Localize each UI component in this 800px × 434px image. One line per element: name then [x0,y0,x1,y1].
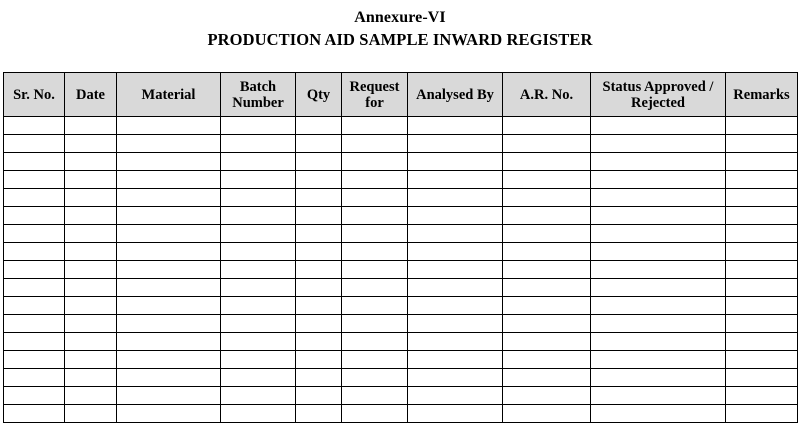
table-cell[interactable] [221,135,296,153]
table-cell[interactable] [117,135,221,153]
table-cell[interactable] [296,153,342,171]
table-cell[interactable] [591,135,726,153]
table-cell[interactable] [221,333,296,351]
table-row [4,171,798,189]
column-header-ar-no: A.R. No. [503,73,591,117]
table-cell[interactable] [503,405,591,423]
table-cell[interactable] [4,207,65,225]
table-cell[interactable] [591,189,726,207]
table-cell[interactable] [408,333,503,351]
table-cell[interactable] [591,261,726,279]
table-cell[interactable] [4,351,65,369]
table-cell[interactable] [117,207,221,225]
table-cell[interactable] [117,279,221,297]
table-cell[interactable] [726,207,798,225]
table-cell[interactable] [726,351,798,369]
table-cell[interactable] [408,261,503,279]
table-cell[interactable] [221,351,296,369]
table-cell[interactable] [4,243,65,261]
table-cell[interactable] [117,153,221,171]
table-cell[interactable] [221,171,296,189]
table-cell[interactable] [591,279,726,297]
table-cell[interactable] [296,405,342,423]
table-cell[interactable] [503,243,591,261]
table-cell[interactable] [408,297,503,315]
table-cell[interactable] [408,279,503,297]
table-cell[interactable] [296,351,342,369]
table-cell[interactable] [726,189,798,207]
table-cell[interactable] [726,387,798,405]
column-header-remarks: Remarks [726,73,798,117]
column-header-analysed-by: Analysed By [408,73,503,117]
table-cell[interactable] [4,387,65,405]
table-cell[interactable] [726,315,798,333]
table-cell[interactable] [591,369,726,387]
table-cell[interactable] [342,261,408,279]
table-cell[interactable] [726,243,798,261]
table-cell[interactable] [342,279,408,297]
table-cell[interactable] [296,387,342,405]
table-cell[interactable] [591,351,726,369]
table-cell[interactable] [4,297,65,315]
table-cell[interactable] [221,297,296,315]
table-row [4,405,798,423]
table-cell[interactable] [296,189,342,207]
table-cell[interactable] [726,171,798,189]
table-row [4,369,798,387]
table-row [4,297,798,315]
table-cell[interactable] [342,225,408,243]
table-cell[interactable] [296,117,342,135]
table-cell[interactable] [65,297,117,315]
table-cell[interactable] [221,117,296,135]
table-cell[interactable] [4,171,65,189]
column-header-qty: Qty [296,73,342,117]
table-cell[interactable] [117,243,221,261]
table-cell[interactable] [65,351,117,369]
table-cell[interactable] [408,351,503,369]
table-row [4,117,798,135]
table-cell[interactable] [4,333,65,351]
table-cell[interactable] [342,153,408,171]
table-cell[interactable] [296,369,342,387]
table-row [4,351,798,369]
table-cell[interactable] [65,153,117,171]
table-cell[interactable] [117,369,221,387]
table-cell[interactable] [591,225,726,243]
table-cell[interactable] [342,369,408,387]
table-cell[interactable] [408,207,503,225]
table-cell[interactable] [65,279,117,297]
table-cell[interactable] [591,387,726,405]
table-cell[interactable] [296,315,342,333]
table-cell[interactable] [342,297,408,315]
table-cell[interactable] [726,225,798,243]
table-cell[interactable] [117,189,221,207]
table-cell[interactable] [503,279,591,297]
table-cell[interactable] [296,297,342,315]
table-cell[interactable] [65,405,117,423]
table-cell[interactable] [726,135,798,153]
table-cell[interactable] [221,153,296,171]
table-cell[interactable] [4,117,65,135]
table-cell[interactable] [503,153,591,171]
table-cell[interactable] [65,171,117,189]
table-cell[interactable] [591,243,726,261]
table-cell[interactable] [342,387,408,405]
table-cell[interactable] [221,387,296,405]
table-cell[interactable] [65,225,117,243]
table-cell[interactable] [117,315,221,333]
table-cell[interactable] [591,405,726,423]
table-cell[interactable] [221,243,296,261]
table-cell[interactable] [726,279,798,297]
inward-register-table [3,72,798,423]
table-cell[interactable] [221,189,296,207]
table-cell[interactable] [296,243,342,261]
table-cell[interactable] [221,315,296,333]
table-cell[interactable] [221,261,296,279]
table-cell[interactable] [591,153,726,171]
table-row [4,333,798,351]
table-cell[interactable] [591,171,726,189]
table-cell[interactable] [342,351,408,369]
table-cell[interactable] [503,189,591,207]
table-cell[interactable] [65,261,117,279]
table-cell[interactable] [342,117,408,135]
table-cell[interactable] [408,189,503,207]
annexure-label: Annexure-VI [354,9,446,26]
register-title: PRODUCTION AID SAMPLE INWARD REGISTER [207,30,593,49]
column-header-request-for: Request for [342,73,408,117]
table-cell[interactable] [4,189,65,207]
column-header-sr-no: Sr. No. [4,73,65,117]
table-cell[interactable] [726,369,798,387]
table-cell[interactable] [342,333,408,351]
table-cell[interactable] [4,153,65,171]
table-cell[interactable] [221,369,296,387]
table-cell[interactable] [503,333,591,351]
table-cell[interactable] [221,279,296,297]
table-cell[interactable] [503,117,591,135]
table-cell[interactable] [342,171,408,189]
table-cell[interactable] [408,243,503,261]
table-cell[interactable] [726,261,798,279]
table-cell[interactable] [65,117,117,135]
table-cell[interactable] [503,261,591,279]
table-cell[interactable] [4,225,65,243]
table-cell[interactable] [342,315,408,333]
table-cell[interactable] [221,405,296,423]
table-cell[interactable] [296,207,342,225]
table-row [4,261,798,279]
column-header-batch-number: Batch Number [221,73,296,117]
table-cell[interactable] [4,279,65,297]
table-cell[interactable] [117,171,221,189]
table-cell[interactable] [408,315,503,333]
table-cell[interactable] [591,315,726,333]
table-row [4,189,798,207]
table-cell[interactable] [342,135,408,153]
table-cell[interactable] [296,333,342,351]
table-cell[interactable] [408,117,503,135]
table-cell[interactable] [65,315,117,333]
table-cell[interactable] [726,297,798,315]
table-cell[interactable] [591,297,726,315]
table-cell[interactable] [117,387,221,405]
table-cell[interactable] [117,117,221,135]
table-cell[interactable] [117,225,221,243]
table-cell[interactable] [4,369,65,387]
table-cell[interactable] [503,351,591,369]
table-row [4,243,798,261]
table-cell[interactable] [342,189,408,207]
table-cell[interactable] [503,207,591,225]
table-cell[interactable] [503,135,591,153]
table-cell[interactable] [296,135,342,153]
table-cell[interactable] [503,171,591,189]
table-cell[interactable] [503,297,591,315]
table-cell[interactable] [4,135,65,153]
table-cell[interactable] [408,153,503,171]
table-row [4,135,798,153]
table-cell[interactable] [65,207,117,225]
table-cell[interactable] [408,405,503,423]
table-cell[interactable] [408,387,503,405]
column-header-material: Material [117,73,221,117]
column-header-status: Status Approved / Rejected [591,73,726,117]
table-cell[interactable] [117,333,221,351]
table-cell[interactable] [408,225,503,243]
table-cell[interactable] [117,351,221,369]
table-cell[interactable] [221,207,296,225]
table-row [4,153,798,171]
table-cell[interactable] [65,135,117,153]
table-row [4,387,798,405]
table-row [4,207,798,225]
table-cell[interactable] [65,243,117,261]
table-cell[interactable] [591,117,726,135]
table-cell[interactable] [296,225,342,243]
table-cell[interactable] [342,207,408,225]
column-header-date: Date [65,73,117,117]
table-cell[interactable] [591,333,726,351]
table-cell[interactable] [4,261,65,279]
table-cell[interactable] [117,405,221,423]
table-row [4,279,798,297]
table-row [4,315,798,333]
table-cell[interactable] [117,297,221,315]
table-cell[interactable] [221,225,296,243]
table-cell[interactable] [4,405,65,423]
table-header-row [4,73,798,117]
table-cell[interactable] [296,279,342,297]
table-cell[interactable] [65,189,117,207]
table-cell[interactable] [342,405,408,423]
table-cell[interactable] [726,405,798,423]
table-cell[interactable] [503,225,591,243]
table-cell[interactable] [726,333,798,351]
table-cell[interactable] [117,261,221,279]
table-row [4,225,798,243]
table-cell[interactable] [408,171,503,189]
table-cell[interactable] [726,153,798,171]
table-cell[interactable] [503,387,591,405]
table-cell[interactable] [65,369,117,387]
table-cell[interactable] [296,261,342,279]
table-cell[interactable] [65,387,117,405]
table-cell[interactable] [726,117,798,135]
table-cell[interactable] [4,315,65,333]
table-cell[interactable] [503,369,591,387]
table-cell[interactable] [342,243,408,261]
table-cell[interactable] [591,207,726,225]
register-body [4,117,798,423]
table-cell[interactable] [503,315,591,333]
table-cell[interactable] [65,333,117,351]
table-cell[interactable] [408,369,503,387]
table-cell[interactable] [408,135,503,153]
table-cell[interactable] [296,171,342,189]
